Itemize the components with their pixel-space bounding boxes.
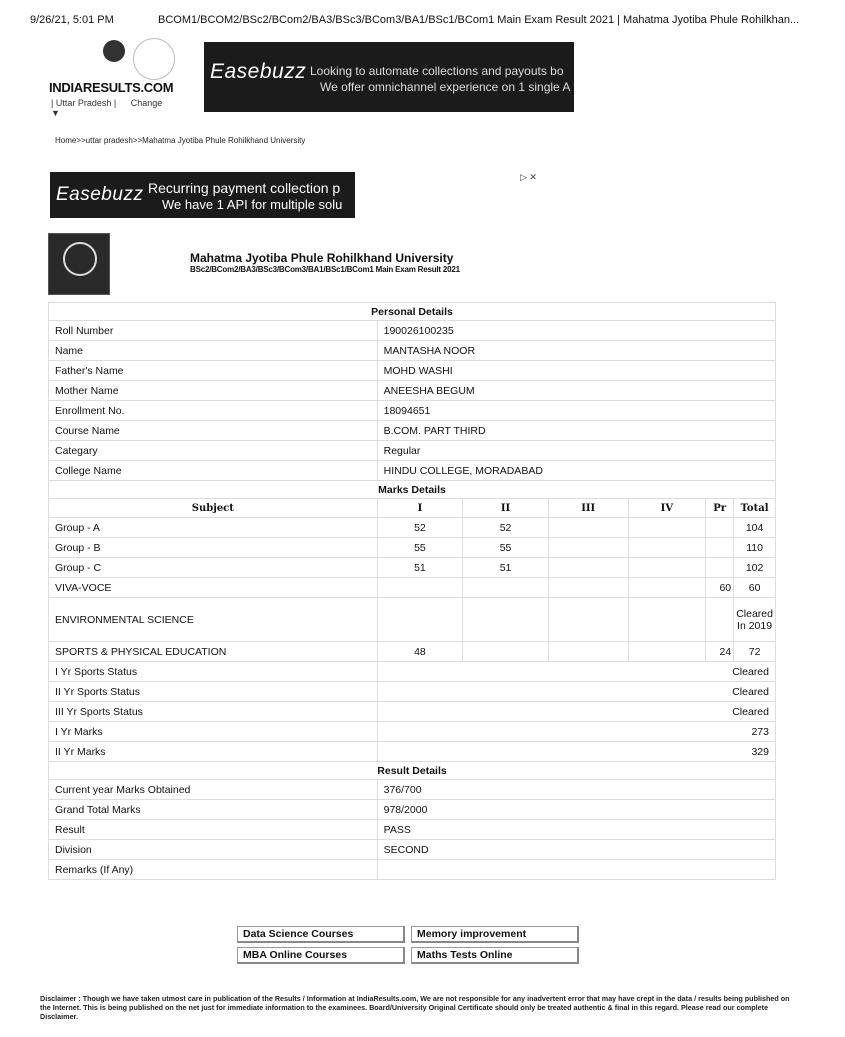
marks-header-row [49,499,776,518]
ad-line-2: We have 1 API for multiple solu [162,197,343,212]
table-row [49,662,776,682]
mark-cell [463,578,549,598]
mark-cell [377,598,463,642]
field-value: 978/2000 [377,800,775,820]
site-logo[interactable] [45,38,185,118]
exam-title: BSc2/BCom2/BA3/BSc3/BCom3/BA1/BSc1/BCom1 Main Exam Result 2021 [190,265,460,274]
field-value [377,860,775,880]
field-value: 376/700 [377,780,775,800]
subject-cell: SPORTS & PHYSICAL EDUCATION [49,642,378,662]
field-value: 329 [377,742,775,762]
mark-cell: 55 [463,538,549,558]
mark-cell [548,642,628,662]
table-row [49,840,776,860]
mark-cell [706,558,734,578]
mark-cell [548,598,628,642]
table-row [49,682,776,702]
state-label: | Uttar Pradesh | [51,98,117,108]
table-row [49,341,776,361]
mba-online-courses-link[interactable]: MBA Online Courses [237,947,405,964]
result-table [48,302,776,880]
table-row [49,780,776,800]
state-emblem-icon [133,38,175,80]
ad-brand: Easebuzz [56,184,144,205]
mark-cell: 24 [706,642,734,662]
column-header: III [548,499,628,518]
mark-cell [548,578,628,598]
field-value: 18094651 [377,401,775,421]
mid-advertisement[interactable] [50,172,355,218]
mark-cell: 52 [377,518,463,538]
field-value: B.COM. PART THIRD [377,421,775,441]
mark-cell [628,598,706,642]
field-value: Cleared [377,702,775,722]
field-label: Remarks (If Any) [49,860,378,880]
mark-cell [463,642,549,662]
mark-cell: 72 [734,642,776,662]
data-science-courses-link[interactable]: Data Science Courses [237,926,405,943]
column-header: I [377,499,463,518]
ad-close-icon[interactable]: ▷ ✕ [520,172,537,182]
table-row [49,860,776,880]
mark-cell [548,518,628,538]
subject-cell: VIVA-VOCE [49,578,378,598]
field-label: College Name [49,461,378,481]
mark-cell [548,538,628,558]
subject-cell: Group - C [49,558,378,578]
column-header: IV [628,499,706,518]
logo-text: INDIARESULTS.COM [49,80,174,95]
field-label: I Yr Sports Status [49,662,378,682]
table-row [49,800,776,820]
ad-line-1: Recurring payment collection p [148,180,341,196]
mark-cell [628,642,706,662]
marks-details-heading: Marks Details [49,481,776,499]
field-label: II Yr Marks [49,742,378,762]
table-row [49,518,776,538]
mark-cell: Cleared In 2019 [734,598,776,642]
mark-cell: 102 [734,558,776,578]
field-label: Roll Number [49,321,378,341]
field-value: MANTASHA NOOR [377,341,775,361]
table-row [49,820,776,840]
field-label: Categary [49,441,378,461]
table-row [49,642,776,662]
state-selector [51,98,185,118]
table-row [49,401,776,421]
university-logo [48,233,110,295]
table-row [49,421,776,441]
university-emblem-icon [63,242,97,276]
table-row [49,598,776,642]
table-row [49,538,776,558]
mark-cell [706,598,734,642]
mark-cell [377,578,463,598]
university-name: Mahatma Jyotiba Phule Rohilkhand University [190,251,454,265]
mark-cell [463,598,549,642]
field-value: ANEESHA BEGUM [377,381,775,401]
column-header: Subject [49,499,378,518]
mark-cell: 51 [377,558,463,578]
table-row [49,702,776,722]
ad-line-2: We offer omnichannel experience on 1 single A [320,80,571,94]
field-label: Grand Total Marks [49,800,378,820]
field-label: Name [49,341,378,361]
mark-cell [706,538,734,558]
field-label: Enrollment No. [49,401,378,421]
mark-cell [628,578,706,598]
table-row [49,742,776,762]
result-details-heading: Result Details [49,762,776,780]
field-label: Father's Name [49,361,378,381]
field-label: Division [49,840,378,860]
field-label: Mother Name [49,381,378,401]
table-row [49,361,776,381]
field-label: Course Name [49,421,378,441]
field-value: 190026100235 [377,321,775,341]
subject-cell: Group - B [49,538,378,558]
mark-cell [628,558,706,578]
table-row [49,578,776,598]
field-label: II Yr Sports Status [49,682,378,702]
mark-cell [706,518,734,538]
field-value: HINDU COLLEGE, MORADABAD [377,461,775,481]
table-row [49,558,776,578]
field-label: Result [49,820,378,840]
table-row [49,381,776,401]
field-value: 273 [377,722,775,742]
field-value: Cleared [377,682,775,702]
mark-cell: 48 [377,642,463,662]
print-datetime: 9/26/21, 5:01 PM [30,14,114,26]
personal-details-heading: Personal Details [49,303,776,321]
mark-cell: 110 [734,538,776,558]
mark-cell [548,558,628,578]
field-value: SECOND [377,840,775,860]
memory-improvement-link[interactable]: Memory improvement [411,926,579,943]
field-value: Cleared [377,662,775,682]
field-value: PASS [377,820,775,840]
change-state-link[interactable]: Change ▼ [51,98,163,118]
column-header: II [463,499,549,518]
mark-cell: 51 [463,558,549,578]
mark-cell: 60 [706,578,734,598]
table-row [49,461,776,481]
table-row [49,321,776,341]
table-row [49,441,776,461]
mark-cell: 60 [734,578,776,598]
field-label: I Yr Marks [49,722,378,742]
subject-cell: Group - A [49,518,378,538]
print-page-title: BCOM1/BCOM2/BSc2/BCom2/BA3/BSc3/BCom3/BA1/BSc1/BCom1 Main Exam Result 2021 | Mahatma Jyotiba Phule Rohilkhan... [158,14,800,26]
subject-cell: ENVIRONMENTAL SCIENCE [49,598,378,642]
mark-cell: 104 [734,518,776,538]
logo-dot-icon [103,40,125,62]
mark-cell: 52 [463,518,549,538]
maths-tests-online-link[interactable]: Maths Tests Online [411,947,579,964]
ad-brand: Easebuzz [210,60,307,83]
mark-cell [628,538,706,558]
field-label: Current year Marks Obtained [49,780,378,800]
field-value: Regular [377,441,775,461]
disclaimer-text: Disclaimer : Though we have taken utmost care in publication of the Results / Information at IndiaResults.com, We are not responsible for any inadvertent error that may have crept in the data / results being published on the Internet. This is being published on the net just for immediate information to the examinees. Board/University Original Certificate should only be treated authentic & final in this regard. Please read our complete Disclaimer. [40,994,790,1021]
top-advertisement[interactable] [204,42,574,112]
breadcrumb[interactable]: Home>>uttar pradesh>>Mahatma Jyotiba Phule Rohilkhand University [55,136,306,145]
table-row [49,722,776,742]
mark-cell: 55 [377,538,463,558]
field-value: MOHD WASHI [377,361,775,381]
field-label: III Yr Sports Status [49,702,378,722]
column-header: Total [734,499,776,518]
ad-line-1: Looking to automate collections and payouts bo [310,64,564,78]
column-header: Pr [706,499,734,518]
mark-cell [628,518,706,538]
